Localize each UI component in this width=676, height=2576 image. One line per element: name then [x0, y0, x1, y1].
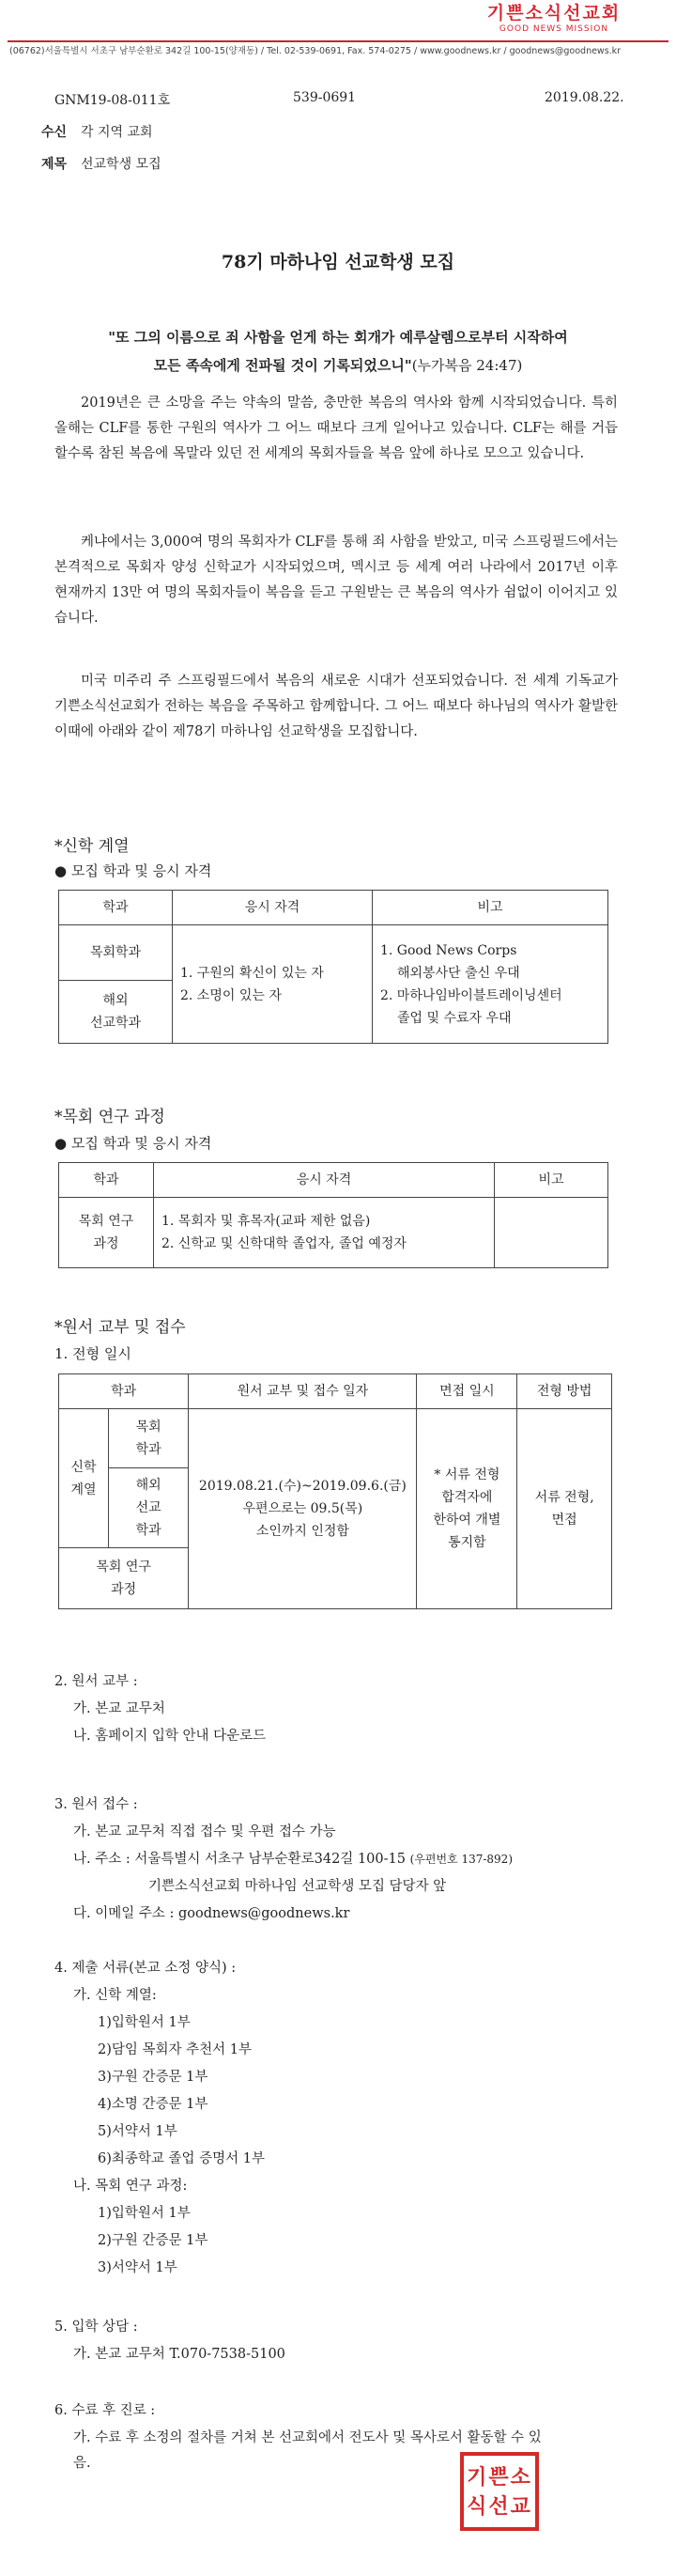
seal-text: 기쁜소 식선교 [467, 2465, 532, 2519]
list-item: 6)최종학교 졸업 증명서 1부 [98, 2151, 266, 2166]
group-line: 신학 [70, 1459, 97, 1475]
note-item: 1. Good News Corps [380, 942, 517, 958]
interview-schedule [417, 1409, 517, 1609]
dept-line: 선교 [135, 1500, 161, 1515]
qualification-item: 2. 소명이 있는 자 [180, 987, 282, 1003]
table-header: 면접 일시 [417, 1374, 517, 1409]
dept-research [59, 1548, 189, 1609]
method-line: 면접 [551, 1513, 577, 1528]
table-header: 전형 방법 [517, 1374, 612, 1409]
dept-overseas-mission [109, 1468, 189, 1548]
qualification-cell [173, 925, 373, 1044]
table-header: 학과 [59, 1163, 154, 1198]
quote-text: 모든 족속에게 전파될 것이 기록되었으니" [153, 357, 412, 374]
section-theology-heading: *신학 계열 [54, 837, 130, 856]
distribution-item: 나. 홈페이지 입학 안내 다운로드 [73, 1729, 267, 1744]
quote-line-1: "또 그의 이름으로 죄 사함을 얻게 하는 회개가 예루살렘으로부터 시작하여 [108, 329, 568, 346]
note-cell [373, 925, 608, 1044]
header-divider [8, 40, 668, 42]
consult-phone: 가. 본교 교무처 T.070-7538-5100 [73, 2347, 285, 2362]
career-line: 가. 수료 후 소정의 절차를 거쳐 본 선교회에서 전도사 및 목사로서 활동할 수 있 [73, 2430, 542, 2445]
dept-pastoral [109, 1409, 189, 1468]
list-item: 2)담임 목회자 추천서 1부 [98, 2042, 252, 2057]
distribution-item: 가. 본교 교무처 [73, 1701, 165, 1716]
note-item: 해외봉사단 출신 우대 [397, 965, 520, 981]
page-title: 78기 마하나임 선교학생 모집 [221, 252, 455, 272]
interview-line: * 서류 전형 [434, 1467, 500, 1482]
documents-sub-theology: 가. 신학 계열: [73, 1988, 157, 2003]
submission-email: 다. 이메일 주소 : goodnews@goodnews.kr [73, 1906, 350, 1921]
section-application-heading: *원서 교부 및 접수 [54, 1318, 186, 1337]
table-row [59, 1198, 608, 1268]
quote-reference: (누가복음 24:47) [411, 357, 523, 374]
submission-item: 가. 본교 교무처 직접 접수 및 우편 접수 가능 [73, 1824, 336, 1839]
doc-phone: 539-0691 [293, 90, 357, 105]
interview-line: 통지함 [448, 1535, 486, 1550]
recipient-label: 수신 [41, 125, 68, 140]
research-table [58, 1162, 608, 1268]
paragraph-1: 2019년은 큰 소망을 주는 약속의 말씀, 충만한 복음의 역사와 함께 시작되었습니다. 특히 올해는 CLF를 통한 구원의 역사가 그 어느 때보다 크게 일어나고 있습니다. CLF는 해를 거듭할수록 참된 복음에 목말라 있던 전 세계의 목회자들을 복음 앞에 하나로 모으고 있습니다. [54, 396, 618, 461]
table-row [59, 925, 608, 981]
interview-line: 한하여 개별 [433, 1513, 501, 1528]
dept-line: 해외 [135, 1478, 161, 1493]
table-header: 비고 [373, 891, 608, 925]
dept-overseas-mission [59, 981, 173, 1044]
official-seal [460, 2452, 539, 2531]
dept-line: 목회 [135, 1420, 161, 1435]
submission-heading: 3. 원서 접수 : [54, 1797, 138, 1812]
dept-line: 과정 [111, 1582, 137, 1597]
table-header-row [59, 1163, 608, 1198]
address-text: 나. 주소 : 서울특별시 서초구 남부순환로342길 100-15 [73, 1852, 406, 1867]
table-row [59, 1409, 612, 1468]
note-cell [495, 1198, 608, 1268]
career-heading: 6. 수료 후 진로 : [54, 2403, 156, 2418]
table-header-row [59, 891, 608, 925]
table-header: 학과 [59, 891, 173, 925]
list-item: 1)입학원서 1부 [98, 2206, 191, 2221]
dept-line: 목회 연구 [78, 1214, 134, 1229]
submission-address [73, 1848, 513, 1868]
list-item: 3)서약서 1부 [98, 2260, 177, 2275]
note-item: 졸업 및 수료자 우대 [397, 1010, 512, 1026]
table-header: 학과 [59, 1374, 189, 1409]
paragraph-2: 케냐에서는 3,000여 명의 목회자가 CLF를 통해 죄 사함을 받았고, 미국 스프링필드에서는 본격적으로 목회자 양성 신학교가 시작되었으며, 멕시코 등 세계 여러 나라에서 2017년 이후 현재까지 13만 여 명의 목회자들이 복음을 듣고 구원받는 큰 복음의 역사가 쉼없이 이어지고 있습니다. [54, 535, 618, 626]
list-item: 5)서약서 1부 [98, 2124, 177, 2139]
list-item: 3)구원 간증문 1부 [98, 2070, 208, 2085]
subject-label: 제목 [41, 157, 68, 172]
career-line: 음. [73, 2456, 91, 2471]
dept-line: 학과 [135, 1523, 161, 1538]
consult-heading: 5. 입학 상담 : [54, 2320, 138, 2335]
postal-code: (우편번호 137-892) [409, 1853, 514, 1866]
dept-line: 학과 [135, 1442, 161, 1457]
subject: 선교학생 모집 [81, 157, 161, 172]
application-period [189, 1409, 417, 1609]
quote-line-2 [56, 351, 620, 380]
doc-number: GNM19-08-011호 [54, 93, 171, 108]
table-header-row [59, 1374, 612, 1409]
scripture-quote [56, 323, 620, 380]
dept-line: 목회 연구 [96, 1560, 151, 1575]
table-header: 비고 [495, 1163, 608, 1198]
method-line: 서류 전형, [534, 1490, 594, 1505]
doc-date: 2019.08.22. [545, 90, 624, 105]
qualification-item: 2. 신학교 및 신학대학 졸업자, 졸업 예정자 [161, 1236, 407, 1251]
contact-info: (06762)서울특별시 서초구 남부순환로 342길 100-15(양재동) / Tel. 02-539-0691, Fax. 574-0275 / www.goodnews.kr / goodnews@goodnews.kr [9, 46, 622, 56]
qualification-item: 1. 목회자 및 휴목자(교파 제한 없음) [161, 1214, 371, 1229]
note-item: 2. 마하나임바이블트레이닝센터 [380, 987, 562, 1003]
table-header: 응시 자격 [173, 891, 373, 925]
section-research-bullet: ● 모집 학과 및 응시 자격 [54, 1135, 212, 1152]
schedule-table [58, 1373, 612, 1609]
documents-heading: 4. 제출 서류(본교 소정 양식) : [54, 1961, 237, 1976]
recipient: 각 지역 교회 [81, 125, 153, 140]
qualification-item: 1. 구원의 확신이 있는 자 [180, 965, 324, 981]
group-theology [59, 1409, 109, 1548]
dept-pastoral: 목회학과 [59, 925, 173, 981]
dept-line: 선교학과 [89, 1016, 142, 1031]
period-line: 2019.08.21.(수)~2019.09.6.(금) [198, 1479, 407, 1494]
logo-korean: 기쁜소식선교회 [486, 3, 622, 23]
selection-method [517, 1409, 612, 1609]
list-item: 4)소명 간증문 1부 [98, 2097, 208, 2112]
dept-research [59, 1198, 154, 1268]
paragraph-3: 미국 미주리 주 스프링필드에서 복음의 새로운 시대가 선포되었습니다. 전 세계 기독교가 기쁜소식선교회가 전하는 복음을 주목하고 함께합니다. 그 어느 때보다 하나님의 역사가 활발한 이때에 아래와 같이 제78기 마하나임 선교학생을 모집합니다. [54, 674, 618, 739]
documents-sub-research: 나. 목회 연구 과정: [73, 2179, 188, 2194]
period-line: 우편으로는 09.5(목) [242, 1501, 363, 1516]
section-theology-bullet: ● 모집 학과 및 응시 자격 [54, 862, 212, 879]
distribution-heading: 2. 원서 교부 : [54, 1674, 138, 1689]
table-header: 응시 자격 [154, 1163, 495, 1198]
logo-english: GOOD NEWS MISSION [499, 24, 609, 34]
list-item: 1)입학원서 1부 [98, 2015, 191, 2030]
qualification-cell [154, 1198, 495, 1268]
interview-line: 합격자에 [441, 1490, 493, 1505]
mission-logo [441, 2, 667, 34]
table-header: 원서 교부 및 접수 일자 [189, 1374, 417, 1409]
dept-line: 해외 [102, 993, 129, 1008]
period-line: 소인까지 인정함 [255, 1524, 349, 1539]
section-research-heading: *목회 연구 과정 [54, 1108, 165, 1126]
schedule-subheading: 1. 전형 일시 [54, 1345, 131, 1362]
theology-table [58, 890, 608, 1044]
submission-address-cont: 기쁜소식선교회 마하나임 선교학생 모집 담당자 앞 [148, 1879, 447, 1894]
list-item: 2)구원 간증문 1부 [98, 2233, 208, 2248]
group-line: 계열 [70, 1482, 97, 1497]
dept-line: 과정 [93, 1236, 119, 1251]
